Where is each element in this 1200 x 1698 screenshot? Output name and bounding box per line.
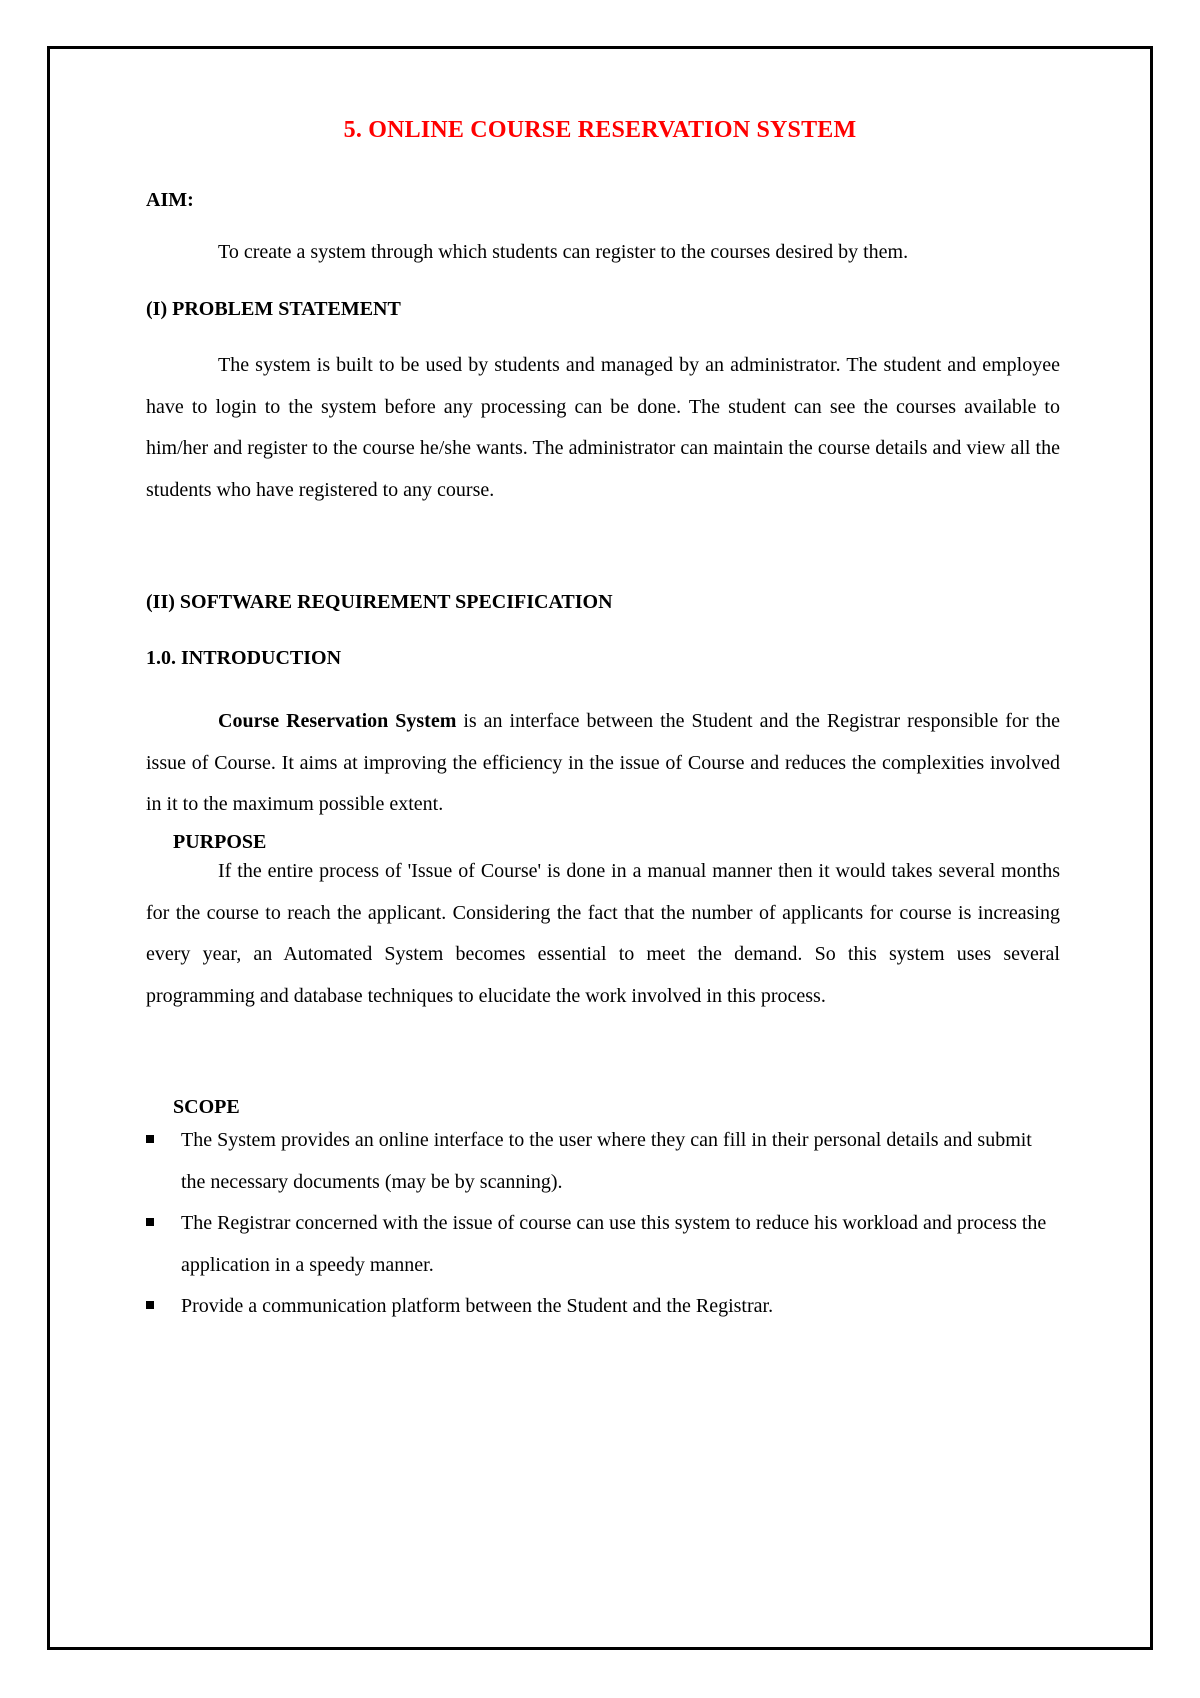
purpose-paragraph: If the entire process of 'Issue of Course' is done in a manual manner then it would takes several months for the course to reach the applicant. Considering the fact that the number of applicants for course is increasing every year, an Automated System becomes essential to meet the demand. So this system uses several programming and database techniques to elucidate the work involved in this process. — [146, 860, 1060, 1007]
square-bullet-icon — [146, 1218, 154, 1226]
introduction-text: is an interface between the Student and the Registrar responsible for the issue of Course. It aims at improving the efficiency in the issue of Course and reduces the complexities involved in it to the maximum possible extent. — [146, 710, 1060, 816]
srs-heading: (II) SOFTWARE REQUIREMENT SPECIFICATION — [146, 591, 613, 613]
document-title: 5. ONLINE COURSE RESERVATION SYSTEM — [343, 117, 857, 143]
square-bullet-icon — [146, 1135, 154, 1143]
scope-item — [143, 1120, 1061, 1203]
square-bullet-icon — [146, 1301, 154, 1309]
purpose-heading: PURPOSE — [173, 831, 267, 853]
problem-paragraph: The system is built to be used by students and managed by an administrator. The student and employee have to login to the system before any processing can be done. The student can see the courses available to him/her and register to the course he/she wants. The administrator can maintain the course details and view all the students who have registered to any course. — [146, 354, 1060, 501]
scope-item — [143, 1286, 1061, 1328]
scope-item — [143, 1203, 1061, 1286]
introduction-heading: 1.0. INTRODUCTION — [146, 647, 342, 669]
aim-text: To create a system through which students can register to the courses desired by them. — [218, 241, 909, 263]
introduction-paragraph — [146, 701, 1060, 826]
scope-item-text: The System provides an online interface to the user where they can fill in their personal details and submit the necessary documents (may be by scanning). — [181, 1129, 1032, 1193]
problem-heading: (I) PROBLEM STATEMENT — [146, 298, 401, 320]
scope-item-text: Provide a communication platform between the Student and the Registrar. — [181, 1295, 774, 1318]
aim-heading: AIM: — [146, 189, 194, 211]
scope-heading: SCOPE — [173, 1096, 240, 1118]
scope-item-text: The Registrar concerned with the issue of course can use this system to reduce his workload and process the application in a speedy manner. — [181, 1212, 1047, 1276]
introduction-bold-lead: Course Reservation System — [218, 710, 457, 732]
scope-list — [181, 1120, 1061, 1328]
